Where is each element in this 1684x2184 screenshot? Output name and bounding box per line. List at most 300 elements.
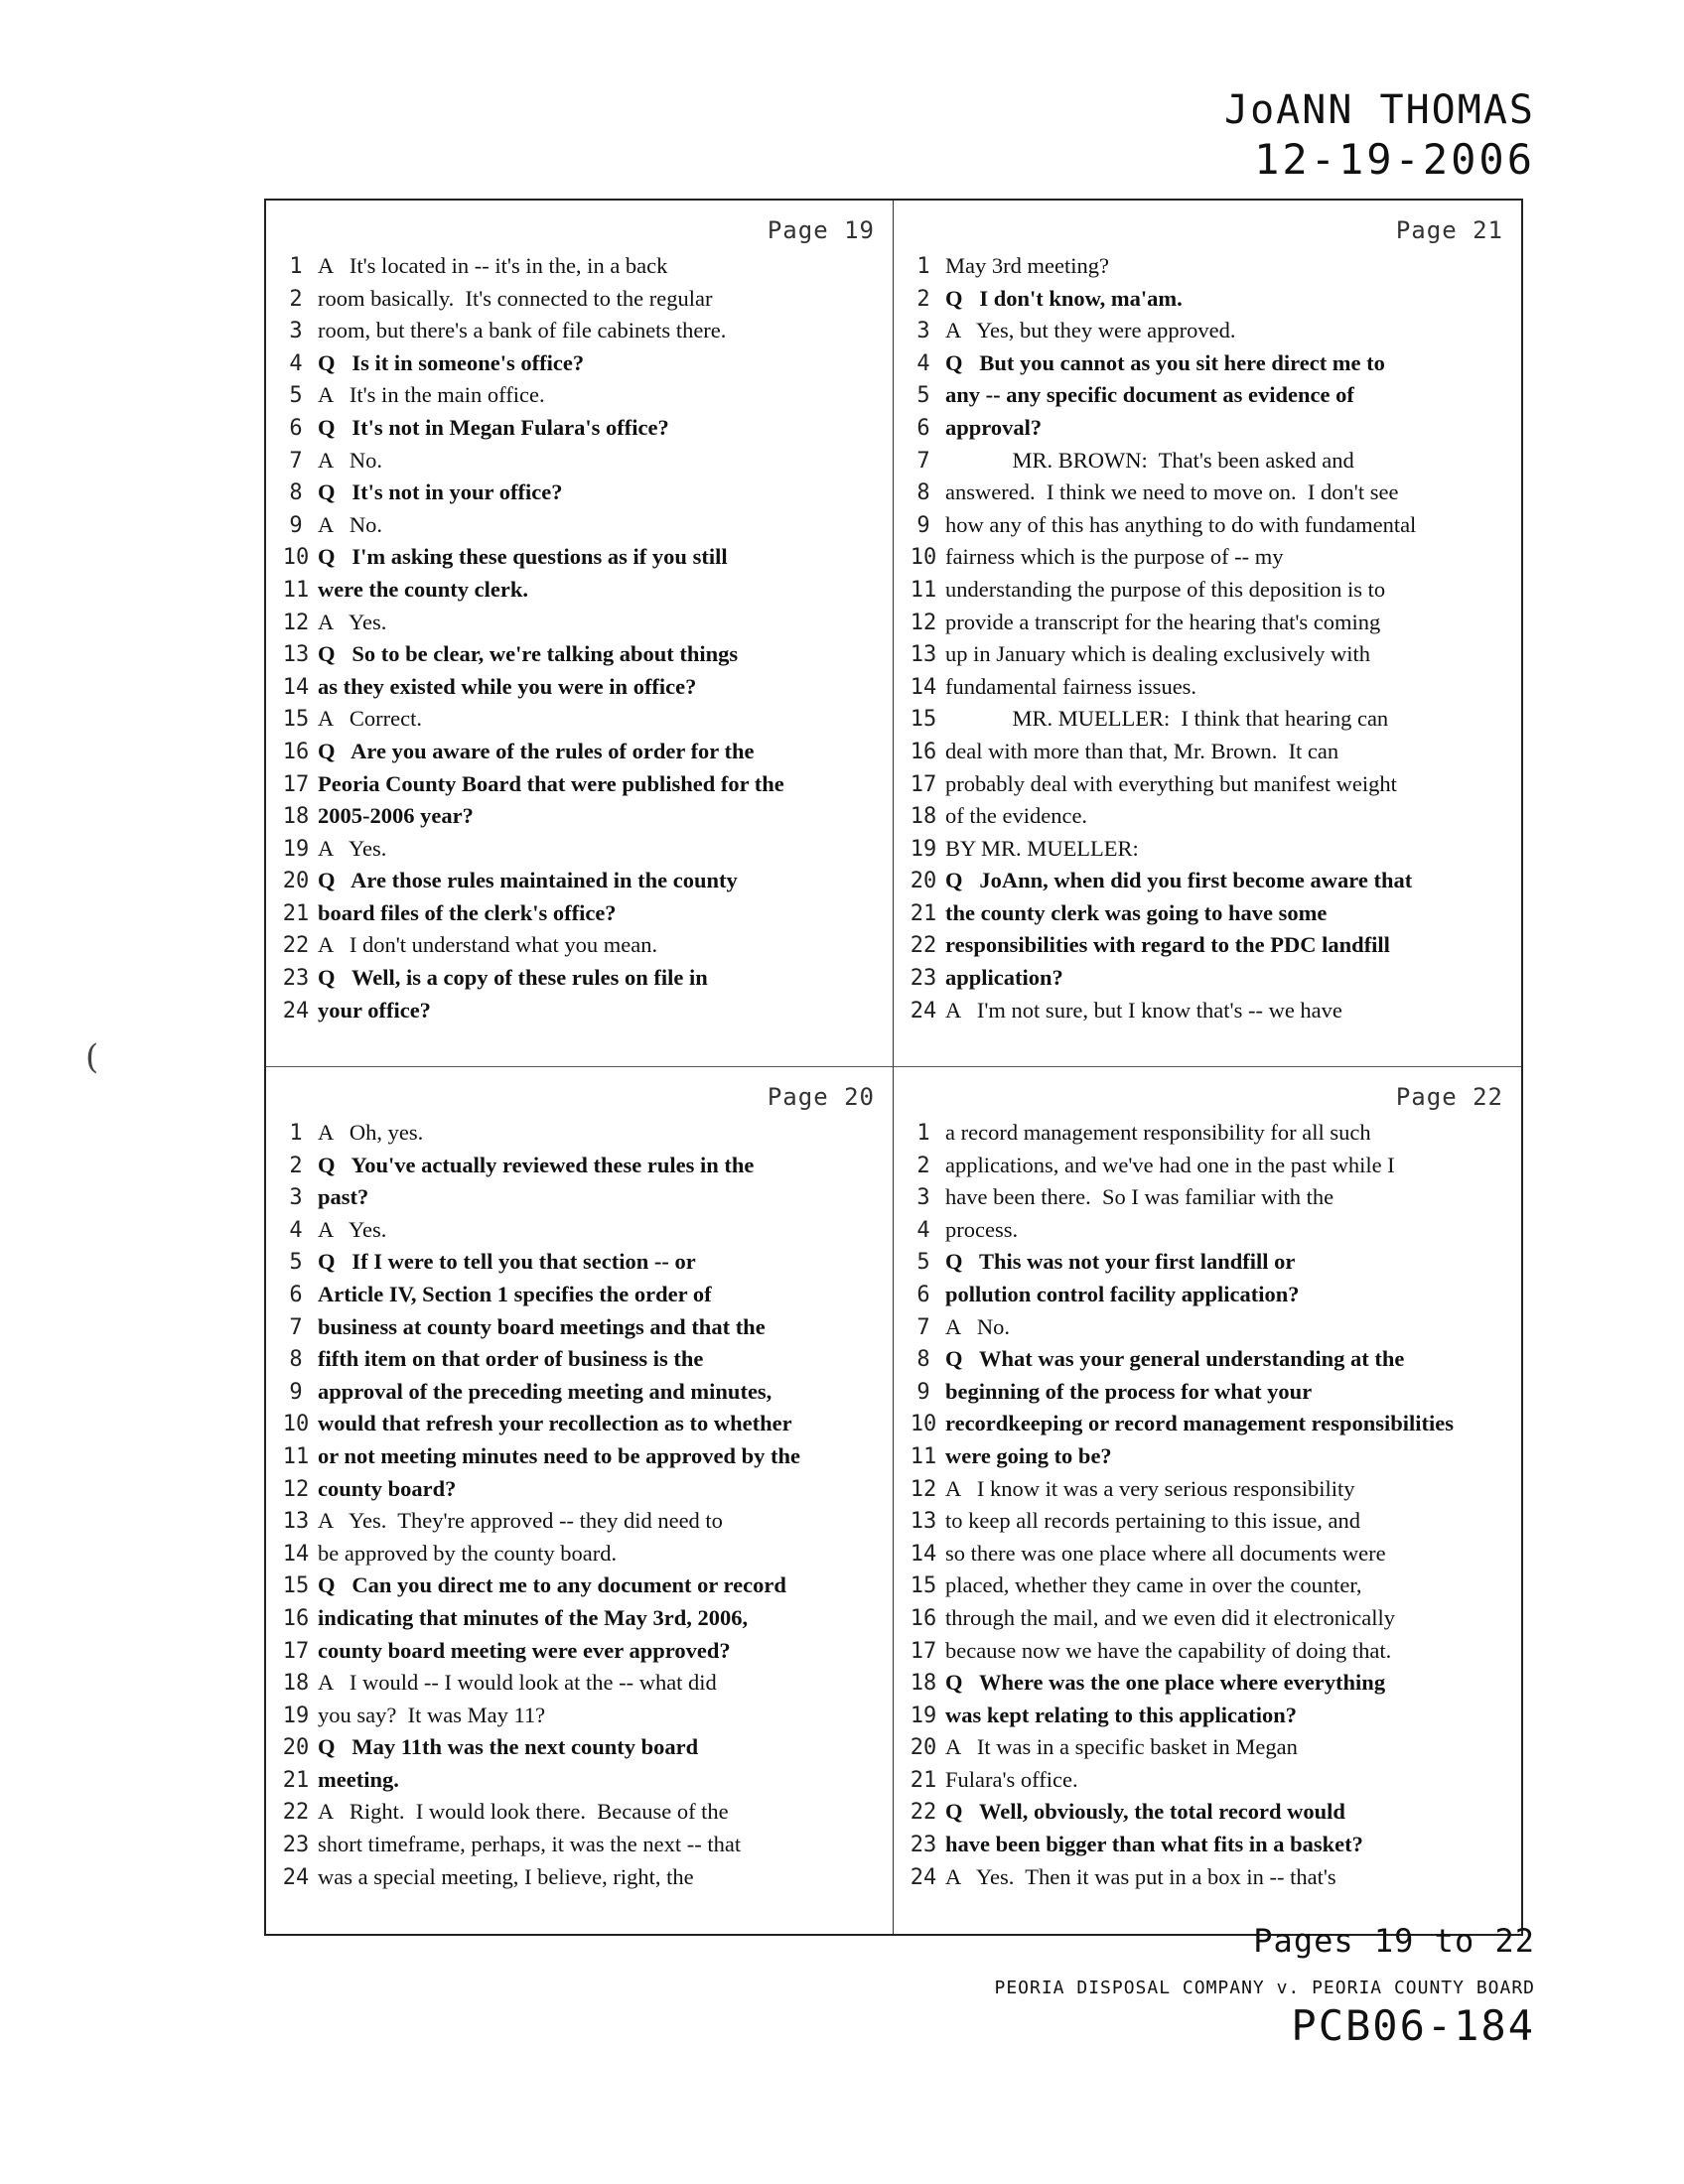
line-number: 15 bbox=[282, 1573, 310, 1599]
scan-mark: ( bbox=[85, 1037, 99, 1077]
transcript-line bbox=[274, 897, 881, 930]
line-number: 14 bbox=[282, 1541, 310, 1567]
transcript-line bbox=[274, 1635, 881, 1668]
transcript-line bbox=[274, 1246, 881, 1279]
transcript-line bbox=[274, 865, 881, 897]
transcript-line bbox=[902, 1117, 1509, 1150]
line-text: understanding the purpose of this deposition is to bbox=[945, 576, 1386, 602]
transcript-line bbox=[274, 1343, 881, 1376]
line-number: 21 bbox=[282, 900, 310, 926]
line-text: because now we have the capability of doing that. bbox=[945, 1637, 1392, 1663]
transcript-line bbox=[902, 1570, 1509, 1602]
transcript-line bbox=[902, 1473, 1509, 1506]
line-number: 12 bbox=[282, 610, 310, 635]
line-text: BY MR. MUELLER: bbox=[945, 835, 1139, 861]
transcript-line bbox=[274, 541, 881, 574]
line-text: a record management responsibility for all such bbox=[945, 1120, 1371, 1145]
transcript-line bbox=[902, 607, 1509, 639]
page-number-label: Page 22 bbox=[1395, 1083, 1503, 1111]
transcript-lines bbox=[902, 1117, 1509, 1893]
line-text: Q You've actually reviewed these rules in the bbox=[318, 1152, 755, 1177]
line-number: 19 bbox=[910, 836, 937, 862]
transcript-line bbox=[902, 1796, 1509, 1829]
line-text: provide a transcript for the hearing that's coming bbox=[945, 609, 1381, 634]
transcript-line bbox=[902, 283, 1509, 316]
pages-range: Pages 19 to 22 bbox=[1253, 1922, 1535, 1960]
transcript-line bbox=[902, 865, 1509, 897]
line-text: so there was one place where all documents were bbox=[945, 1540, 1386, 1566]
line-text: were the county clerk. bbox=[318, 576, 529, 602]
transcript-page-20 bbox=[266, 1067, 894, 1934]
transcript-line bbox=[902, 1731, 1509, 1764]
line-number: 7 bbox=[916, 448, 930, 474]
line-text: were going to be? bbox=[945, 1442, 1112, 1468]
line-number: 11 bbox=[910, 577, 937, 603]
transcript-line bbox=[902, 833, 1509, 866]
line-number: 22 bbox=[910, 1800, 937, 1826]
line-number: 24 bbox=[282, 998, 310, 1024]
transcript-line bbox=[902, 509, 1509, 542]
line-number: 10 bbox=[282, 1412, 310, 1437]
line-number: 6 bbox=[916, 415, 930, 441]
line-text: would that refresh your recollection as to whether bbox=[318, 1411, 792, 1436]
transcript-page-21 bbox=[894, 201, 1521, 1067]
transcript-line bbox=[274, 833, 881, 866]
transcript-line bbox=[902, 1505, 1509, 1538]
transcript-lines bbox=[274, 1117, 881, 1893]
line-text: or not meeting minutes need to be approved by the bbox=[318, 1442, 801, 1468]
page-number-label: Page 20 bbox=[767, 1083, 875, 1111]
line-number: 17 bbox=[282, 771, 310, 797]
line-text: board files of the clerk's office? bbox=[318, 899, 617, 925]
transcript-line bbox=[902, 1440, 1509, 1473]
transcript-line bbox=[902, 379, 1509, 412]
transcript-line bbox=[274, 347, 881, 380]
transcript-line bbox=[902, 736, 1509, 768]
deposition-date: 12-19-2006 bbox=[1254, 135, 1535, 184]
transcript-line bbox=[274, 1117, 881, 1150]
line-number: 14 bbox=[910, 1541, 937, 1567]
line-text: A Right. I would look there. Because of the bbox=[318, 1799, 729, 1825]
line-text: fairness which is the purpose of -- my bbox=[945, 544, 1284, 570]
transcript-line bbox=[274, 1829, 881, 1861]
line-text: be approved by the county board. bbox=[318, 1540, 618, 1566]
line-text: any -- any specific document as evidence of bbox=[945, 382, 1354, 408]
line-number: 20 bbox=[282, 1735, 310, 1761]
line-text: approval of the preceding meeting and minutes, bbox=[318, 1378, 772, 1404]
line-text: Q I'm asking these questions as if you still bbox=[318, 544, 728, 570]
line-text: Q But you cannot as you sit here direct me to bbox=[945, 349, 1385, 375]
line-number: 11 bbox=[282, 577, 310, 603]
line-number: 9 bbox=[916, 1379, 930, 1405]
transcript-line bbox=[902, 1700, 1509, 1732]
transcript-line bbox=[274, 1700, 881, 1732]
line-number: 1 bbox=[289, 1121, 303, 1146]
transcript-line bbox=[274, 1570, 881, 1602]
case-caption: PEORIA DISPOSAL COMPANY v. PEORIA COUNTY BOARD bbox=[994, 1978, 1535, 1998]
line-text: to keep all records pertaining to this issue, and bbox=[945, 1508, 1361, 1534]
transcript-line bbox=[902, 1246, 1509, 1279]
line-number: 8 bbox=[289, 480, 303, 506]
line-number: 3 bbox=[916, 1185, 930, 1211]
line-text: county board meeting were ever approved? bbox=[318, 1637, 731, 1663]
line-text: placed, whether they came in over the counter, bbox=[945, 1572, 1362, 1598]
transcript-line bbox=[274, 1796, 881, 1829]
line-text: MR. BROWN: That's been asked and bbox=[945, 447, 1354, 473]
transcript-line bbox=[274, 995, 881, 1027]
transcript-line bbox=[274, 1667, 881, 1700]
line-number: 10 bbox=[910, 545, 937, 571]
line-text: process. bbox=[945, 1216, 1019, 1242]
line-number: 16 bbox=[910, 739, 937, 764]
line-number: 16 bbox=[282, 739, 310, 764]
line-text: Q May 11th was the next county board bbox=[318, 1734, 699, 1760]
line-text: recordkeeping or record management responsibilities bbox=[945, 1411, 1455, 1436]
line-text: deal with more than that, Mr. Brown. It can bbox=[945, 738, 1339, 763]
line-text: Q It's not in your office? bbox=[318, 479, 563, 505]
line-text: A Yes. Then it was put in a box in -- that's bbox=[945, 1863, 1336, 1889]
line-text: room basically. It's connected to the regular bbox=[318, 285, 713, 311]
line-number: 2 bbox=[289, 1153, 303, 1178]
line-text: Q What was your general understanding at the bbox=[945, 1346, 1405, 1372]
transcript-line bbox=[274, 1408, 881, 1440]
line-number: 24 bbox=[910, 1864, 937, 1890]
line-text: A Yes, but they were approved. bbox=[945, 318, 1236, 343]
transcript-line bbox=[274, 671, 881, 704]
transcript-line bbox=[902, 250, 1509, 283]
line-number: 17 bbox=[910, 1638, 937, 1664]
line-text: A No. bbox=[318, 447, 383, 473]
transcript-line bbox=[274, 477, 881, 509]
transcript-line bbox=[902, 445, 1509, 478]
transcript-line bbox=[902, 1667, 1509, 1700]
transcript-line bbox=[902, 1311, 1509, 1344]
line-text: fundamental fairness issues. bbox=[945, 673, 1197, 699]
transcript-line bbox=[274, 1505, 881, 1538]
line-text: up in January which is dealing exclusively with bbox=[945, 641, 1371, 667]
transcript-line bbox=[902, 1214, 1509, 1247]
line-number: 12 bbox=[910, 610, 937, 635]
transcript-line bbox=[274, 315, 881, 347]
line-text: have been bigger than what fits in a basket? bbox=[945, 1832, 1363, 1857]
line-text: A Oh, yes. bbox=[318, 1120, 424, 1145]
transcript-line bbox=[274, 250, 881, 283]
line-text: Q If I were to tell you that section -- or bbox=[318, 1249, 696, 1275]
line-number: 9 bbox=[916, 512, 930, 538]
transcript-line bbox=[274, 379, 881, 412]
line-text: Q Is it in someone's office? bbox=[318, 349, 585, 375]
line-number: 8 bbox=[289, 1347, 303, 1373]
line-number: 1 bbox=[916, 1121, 930, 1146]
line-number: 23 bbox=[910, 1833, 937, 1858]
line-number: 19 bbox=[910, 1703, 937, 1728]
line-text: Q Are those rules maintained in the county bbox=[318, 868, 738, 893]
line-number: 10 bbox=[910, 1412, 937, 1437]
line-text: probably deal with everything but manifest weight bbox=[945, 770, 1397, 796]
line-number: 20 bbox=[910, 869, 937, 894]
transcript-line bbox=[274, 1473, 881, 1506]
line-number: 4 bbox=[289, 1217, 303, 1243]
line-text: A Yes. They're approved -- they did need to bbox=[318, 1508, 723, 1534]
line-text: Peoria County Board that were published for the bbox=[318, 770, 784, 796]
transcript-lines bbox=[274, 250, 881, 1026]
transcript-line bbox=[274, 445, 881, 478]
transcript-line bbox=[902, 638, 1509, 671]
line-text: Q So to be clear, we're talking about things bbox=[318, 641, 739, 667]
line-text: A Yes. bbox=[318, 1216, 387, 1242]
line-number: 1 bbox=[916, 254, 930, 279]
line-number: 18 bbox=[282, 804, 310, 830]
line-number: 24 bbox=[910, 998, 937, 1024]
docket-number: PCB06-184 bbox=[1291, 2001, 1535, 2050]
line-text: have been there. So I was familiar with the bbox=[945, 1184, 1334, 1210]
line-number: 7 bbox=[916, 1314, 930, 1340]
line-text: Q I don't know, ma'am. bbox=[945, 285, 1183, 311]
line-text: responsibilities with regard to the PDC landfill bbox=[945, 932, 1390, 958]
line-text: Q It's not in Megan Fulara's office? bbox=[318, 414, 669, 440]
line-text: pollution control facility application? bbox=[945, 1281, 1300, 1306]
line-number: 10 bbox=[282, 545, 310, 571]
transcript-line bbox=[902, 1602, 1509, 1635]
transcript-line bbox=[274, 736, 881, 768]
line-text: A Yes. bbox=[318, 609, 387, 634]
line-number: 3 bbox=[916, 319, 930, 344]
line-number: 6 bbox=[289, 415, 303, 441]
line-text: county board? bbox=[318, 1475, 457, 1501]
line-text: Article IV, Section 1 specifies the order of bbox=[318, 1281, 712, 1306]
transcript-line bbox=[274, 1181, 881, 1214]
transcript-line bbox=[274, 800, 881, 833]
line-number: 16 bbox=[910, 1605, 937, 1631]
line-number: 6 bbox=[289, 1282, 303, 1307]
line-number: 2 bbox=[916, 286, 930, 312]
line-number: 15 bbox=[282, 707, 310, 733]
line-number: 18 bbox=[282, 1671, 310, 1697]
line-number: 3 bbox=[289, 1185, 303, 1211]
transcript-line bbox=[274, 607, 881, 639]
transcript-line bbox=[274, 1602, 881, 1635]
transcript-line bbox=[902, 768, 1509, 801]
line-number: 19 bbox=[282, 836, 310, 862]
transcript-lines bbox=[902, 250, 1509, 1026]
transcript-line bbox=[902, 1538, 1509, 1570]
transcript-line bbox=[274, 1440, 881, 1473]
line-text: Q Can you direct me to any document or record bbox=[318, 1572, 786, 1598]
transcript-line bbox=[274, 1538, 881, 1570]
line-number: 15 bbox=[910, 1573, 937, 1599]
line-number: 2 bbox=[289, 286, 303, 312]
line-text: was a special meeting, I believe, right, the bbox=[318, 1863, 694, 1889]
line-number: 22 bbox=[282, 1800, 310, 1826]
line-number: 13 bbox=[282, 642, 310, 668]
line-text: A It's located in -- it's in the, in a back bbox=[318, 253, 668, 278]
line-text: fifth item on that order of business is the bbox=[318, 1346, 704, 1372]
line-text: A It's in the main office. bbox=[318, 382, 545, 408]
line-number: 23 bbox=[910, 966, 937, 992]
transcript-line bbox=[274, 283, 881, 316]
transcript-line bbox=[274, 638, 881, 671]
line-number: 3 bbox=[289, 319, 303, 344]
transcript-line bbox=[902, 703, 1509, 736]
line-text: your office? bbox=[318, 997, 431, 1023]
line-number: 11 bbox=[282, 1443, 310, 1469]
line-text: Q This was not your first landfill or bbox=[945, 1249, 1296, 1275]
line-text: A I don't understand what you mean. bbox=[318, 932, 658, 958]
line-number: 11 bbox=[910, 1443, 937, 1469]
line-text: application? bbox=[945, 965, 1063, 991]
line-number: 24 bbox=[282, 1864, 310, 1890]
line-text: Q Well, obviously, the total record would bbox=[945, 1799, 1345, 1825]
line-number: 4 bbox=[916, 350, 930, 376]
transcript-line bbox=[902, 1181, 1509, 1214]
line-number: 18 bbox=[910, 1671, 937, 1697]
line-number: 12 bbox=[282, 1476, 310, 1502]
transcript-line bbox=[902, 995, 1509, 1027]
transcript-line bbox=[274, 1764, 881, 1797]
line-number: 9 bbox=[289, 1379, 303, 1405]
transcript-page-22 bbox=[894, 1067, 1521, 1934]
line-text: A I would -- I would look at the -- what did bbox=[318, 1670, 717, 1696]
line-number: 16 bbox=[282, 1605, 310, 1631]
transcript-line bbox=[274, 962, 881, 995]
transcript-line bbox=[274, 768, 881, 801]
line-number: 5 bbox=[916, 1250, 930, 1276]
line-text: room, but there's a bank of file cabinets there. bbox=[318, 318, 727, 343]
transcript-line bbox=[902, 1376, 1509, 1409]
line-text: A No. bbox=[945, 1313, 1011, 1339]
line-text: business at county board meetings and that the bbox=[318, 1313, 766, 1339]
line-number: 8 bbox=[916, 1347, 930, 1373]
transcript-line bbox=[902, 897, 1509, 930]
line-number: 17 bbox=[282, 1638, 310, 1664]
line-text: answered. I think we need to move on. I don't see bbox=[945, 479, 1399, 505]
line-text: applications, and we've had one in the past while I bbox=[945, 1152, 1395, 1177]
transcript-line bbox=[274, 509, 881, 542]
line-number: 21 bbox=[910, 1767, 937, 1793]
transcript-line bbox=[274, 1279, 881, 1311]
line-text: how any of this has anything to do with fundamental bbox=[945, 511, 1417, 537]
line-text: of the evidence. bbox=[945, 803, 1088, 829]
line-text: Q Well, is a copy of these rules on file in bbox=[318, 965, 708, 991]
line-number: 7 bbox=[289, 1314, 303, 1340]
line-text: past? bbox=[318, 1184, 369, 1210]
line-number: 5 bbox=[289, 383, 303, 409]
transcript-line bbox=[902, 315, 1509, 347]
line-number: 18 bbox=[910, 804, 937, 830]
transcript-grid bbox=[264, 199, 1523, 1936]
line-number: 2 bbox=[916, 1153, 930, 1178]
line-text: A No. bbox=[318, 511, 383, 537]
line-text: the county clerk was going to have some bbox=[945, 899, 1328, 925]
transcript-line bbox=[274, 1376, 881, 1409]
line-text: beginning of the process for what your bbox=[945, 1378, 1313, 1404]
line-number: 14 bbox=[910, 674, 937, 700]
transcript-line bbox=[902, 1279, 1509, 1311]
line-number: 1 bbox=[289, 254, 303, 279]
transcript-line bbox=[274, 1150, 881, 1182]
line-number: 22 bbox=[910, 933, 937, 959]
transcript-line bbox=[274, 1731, 881, 1764]
line-number: 21 bbox=[910, 900, 937, 926]
transcript-line bbox=[274, 1311, 881, 1344]
line-number: 20 bbox=[910, 1735, 937, 1761]
witness-name: JoANN THOMAS bbox=[1224, 87, 1535, 133]
line-number: 15 bbox=[910, 707, 937, 733]
line-text: A I know it was a very serious responsibility bbox=[945, 1475, 1355, 1501]
line-number: 23 bbox=[282, 1833, 310, 1858]
line-text: May 3rd meeting? bbox=[945, 253, 1109, 278]
transcript-line bbox=[902, 541, 1509, 574]
line-number: 22 bbox=[282, 933, 310, 959]
transcript-line bbox=[902, 1343, 1509, 1376]
transcript-line bbox=[274, 1214, 881, 1247]
line-text: Fulara's office. bbox=[945, 1766, 1078, 1792]
transcript-line bbox=[902, 574, 1509, 607]
transcript-line bbox=[902, 1408, 1509, 1440]
line-text: through the mail, and we even did it electronically bbox=[945, 1604, 1395, 1630]
page-number-label: Page 19 bbox=[767, 216, 875, 244]
line-number: 23 bbox=[282, 966, 310, 992]
transcript-line bbox=[902, 347, 1509, 380]
line-number: 8 bbox=[916, 480, 930, 506]
line-number: 5 bbox=[916, 383, 930, 409]
line-number: 20 bbox=[282, 869, 310, 894]
line-number: 13 bbox=[910, 642, 937, 668]
line-number: 6 bbox=[916, 1282, 930, 1307]
line-text: A It was in a specific basket in Megan bbox=[945, 1734, 1298, 1760]
line-number: 9 bbox=[289, 512, 303, 538]
transcript-line bbox=[274, 1861, 881, 1894]
line-number: 7 bbox=[289, 448, 303, 474]
transcript-line bbox=[274, 703, 881, 736]
line-text: A Yes. bbox=[318, 835, 387, 861]
line-number: 4 bbox=[916, 1217, 930, 1243]
line-text: indicating that minutes of the May 3rd, 2006, bbox=[318, 1604, 749, 1630]
line-number: 4 bbox=[289, 350, 303, 376]
line-text: Q Where was the one place where everything bbox=[945, 1670, 1386, 1696]
transcript-line bbox=[902, 1861, 1509, 1894]
line-number: 5 bbox=[289, 1250, 303, 1276]
transcript-line bbox=[902, 929, 1509, 962]
transcript-line bbox=[274, 412, 881, 445]
transcript-page-19 bbox=[266, 201, 894, 1067]
line-text: A I'm not sure, but I know that's -- we have bbox=[945, 997, 1342, 1023]
line-text: short timeframe, perhaps, it was the next -- that bbox=[318, 1832, 742, 1857]
line-text: Q Are you aware of the rules of order for the bbox=[318, 738, 755, 763]
transcript-line bbox=[902, 962, 1509, 995]
page-number-label: Page 21 bbox=[1395, 216, 1503, 244]
line-text: MR. MUELLER: I think that hearing can bbox=[945, 706, 1389, 732]
line-text: you say? It was May 11? bbox=[318, 1702, 546, 1727]
transcript-line bbox=[902, 800, 1509, 833]
transcript-line bbox=[274, 929, 881, 962]
line-text: approval? bbox=[945, 414, 1043, 440]
line-number: 19 bbox=[282, 1703, 310, 1728]
transcript-line bbox=[902, 1150, 1509, 1182]
line-text: A Correct. bbox=[318, 706, 422, 732]
transcript-line bbox=[902, 477, 1509, 509]
transcript-line bbox=[902, 671, 1509, 704]
transcript-line bbox=[902, 1635, 1509, 1668]
line-number: 17 bbox=[910, 771, 937, 797]
transcript-line bbox=[902, 1764, 1509, 1797]
line-text: meeting. bbox=[318, 1766, 399, 1792]
line-text: Q JoAnn, when did you first become aware that bbox=[945, 868, 1413, 893]
transcript-line bbox=[902, 1829, 1509, 1861]
transcript-line bbox=[274, 574, 881, 607]
line-number: 14 bbox=[282, 674, 310, 700]
line-text: 2005-2006 year? bbox=[318, 803, 474, 829]
